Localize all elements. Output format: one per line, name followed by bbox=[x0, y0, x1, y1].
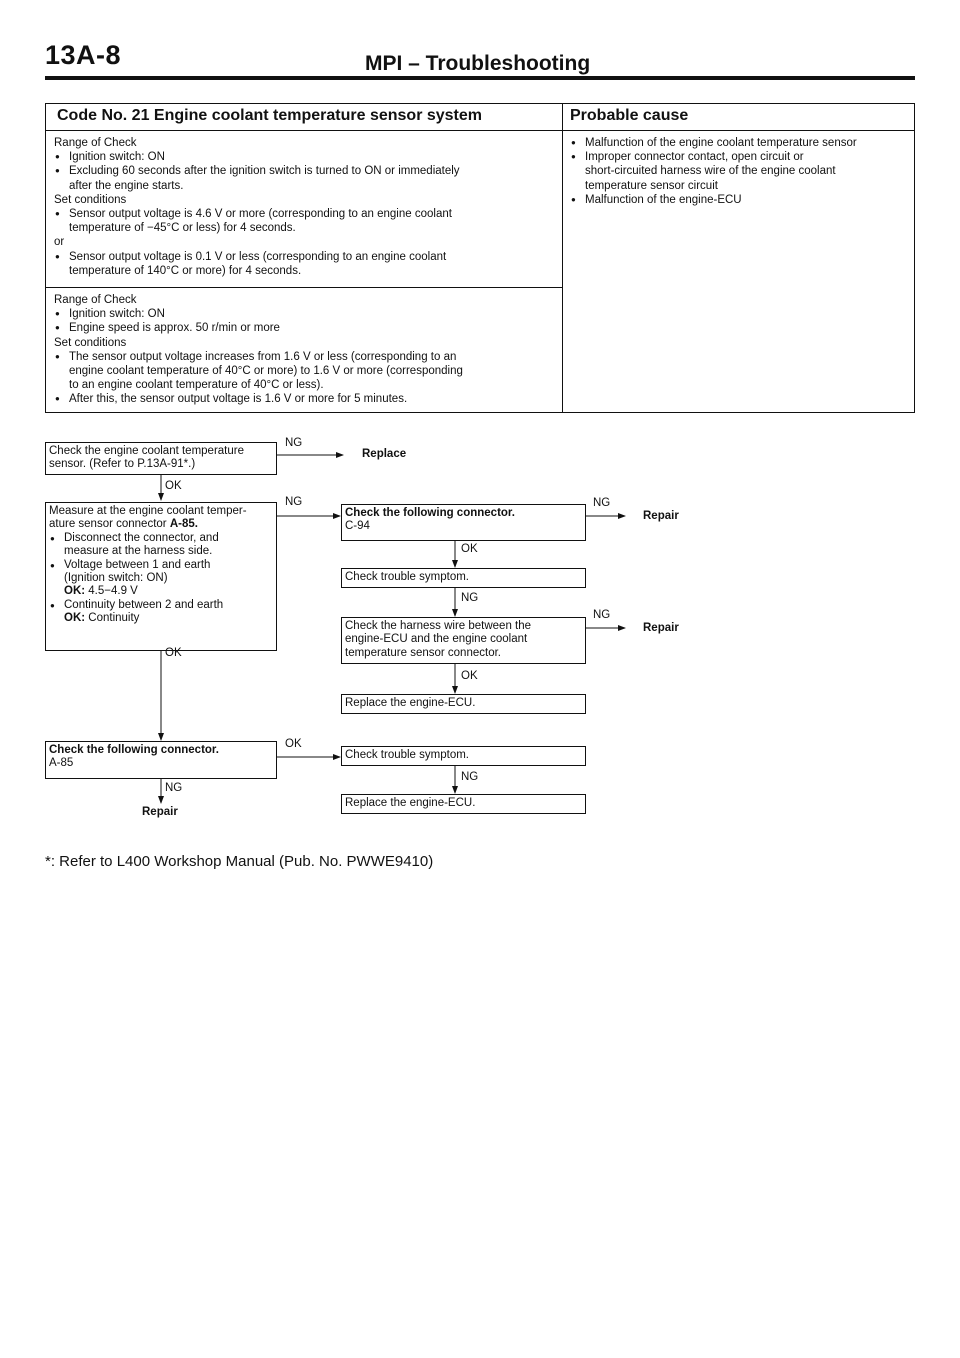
footnote: *: Refer to L400 Workshop Manual (Pub. No. PWWE9410) bbox=[45, 853, 434, 870]
text-line: Check the following connector. bbox=[345, 507, 515, 519]
text-line: A-85 bbox=[49, 757, 74, 770]
bullet-item: ● Malfunction of the engine coolant temperature sensor bbox=[570, 136, 906, 150]
ok-label: OK bbox=[165, 480, 182, 492]
check-connector-a85-box bbox=[45, 741, 277, 779]
bullet-item: ● Excluding 60 seconds after the ignition switch is turned to ON or immediately bbox=[54, 164, 554, 178]
text-line: sensor. (Refer to P.13A-91*.) bbox=[49, 458, 196, 471]
text-line: temperature sensor circuit bbox=[585, 179, 718, 192]
repair-action: Repair bbox=[643, 510, 679, 522]
text-line: Set conditions bbox=[54, 336, 127, 349]
text-line: after the engine starts. bbox=[69, 179, 184, 192]
ng-label: NG bbox=[285, 437, 303, 449]
text-run: Continuity bbox=[85, 612, 140, 625]
ng-label: NG bbox=[593, 609, 611, 621]
text-line: (Ignition switch: ON) bbox=[64, 572, 168, 585]
ng-label: NG bbox=[165, 782, 183, 794]
replace-ecu-box-2 bbox=[341, 794, 586, 814]
ng-label: NG bbox=[461, 592, 479, 604]
table-header-code: Code No. 21 Engine coolant temperature sensor system bbox=[57, 107, 483, 124]
connector-code: A-85. bbox=[169, 518, 198, 531]
text-run: 4.5−4.9 V bbox=[85, 585, 138, 598]
page-title: MPI – Troubleshooting bbox=[365, 52, 591, 75]
text-line bbox=[49, 518, 273, 531]
bullet-item: ● Sensor output voltage is 0.1 V or less (corresponding to an engine coolant bbox=[54, 250, 554, 264]
text-line: Check trouble symptom. bbox=[345, 571, 469, 583]
bullet-item: ● Malfunction of the engine-ECU bbox=[570, 193, 906, 207]
ok-label: OK bbox=[461, 543, 478, 555]
text-line: temperature of −45°C or less) for 4 seconds. bbox=[69, 222, 296, 235]
measure-connector-box bbox=[45, 502, 277, 651]
text-line: temperature sensor connector. bbox=[345, 646, 501, 659]
bullet-item: ● Improper connector contact, open circuit or bbox=[570, 150, 906, 164]
text-line: Measure at the engine coolant temper- bbox=[49, 505, 247, 517]
text-line: to an engine coolant temperature of 40°C or less). bbox=[69, 379, 324, 392]
repair-action: Repair bbox=[142, 806, 178, 818]
ok-label: OK: bbox=[64, 585, 86, 598]
text-line: engine-ECU and the engine coolant bbox=[345, 633, 528, 646]
bullet-item: ● Continuity between 2 and earth bbox=[49, 599, 273, 612]
text-line: Check the engine coolant temperature bbox=[49, 445, 244, 457]
text-run: ature sensor connector bbox=[49, 518, 170, 531]
bullet-item: ● The sensor output voltage increases from 1.6 V or less (corresponding to an bbox=[54, 350, 554, 364]
ng-label: NG bbox=[593, 497, 611, 509]
text-line: Range of Check bbox=[54, 137, 137, 149]
bullet-item: ● Voltage between 1 and earth bbox=[49, 559, 273, 572]
text-line: or bbox=[54, 236, 65, 249]
text-line: Replace the engine-ECU. bbox=[345, 697, 476, 709]
text-line: measure at the harness side. bbox=[64, 545, 213, 558]
text-line: Range of Check bbox=[54, 294, 137, 306]
check-harness-box bbox=[341, 617, 586, 664]
ok-label: OK bbox=[165, 647, 182, 659]
repair-action: Repair bbox=[643, 622, 679, 634]
bullet-item: ● Sensor output voltage is 4.6 V or more (corresponding to an engine coolant bbox=[54, 207, 554, 221]
text-line: temperature of 140°C or more) for 4 seconds. bbox=[69, 264, 302, 277]
check-symptom-box-1 bbox=[341, 568, 586, 588]
ng-label: NG bbox=[461, 771, 479, 783]
replace-ecu-box-1 bbox=[341, 694, 586, 714]
bullet-item: ● Ignition switch: ON bbox=[54, 307, 554, 321]
bullet-item: ● Engine speed is approx. 50 r/min or more bbox=[54, 321, 554, 335]
text-line: Set conditions bbox=[54, 193, 127, 206]
text-line bbox=[49, 612, 273, 625]
table-header-cause: Probable cause bbox=[570, 107, 689, 124]
text-line: Replace the engine-ECU. bbox=[345, 797, 476, 809]
bullet-item: ● After this, the sensor output voltage is 1.6 V or more for 5 minutes. bbox=[54, 392, 554, 406]
text-line: Check trouble symptom. bbox=[345, 749, 469, 761]
text-line: engine coolant temperature of 40°C or more) to 1.6 V or more (corresponding bbox=[69, 365, 463, 378]
ok-label: OK bbox=[285, 738, 302, 750]
ok-label: OK bbox=[461, 670, 478, 682]
ng-label: NG bbox=[285, 496, 303, 508]
check-sensor-box bbox=[45, 442, 277, 475]
check-connector-c94-box bbox=[341, 504, 586, 541]
replace-action: Replace bbox=[362, 448, 407, 460]
bullet-item: ● Ignition switch: ON bbox=[54, 150, 554, 164]
text-line: Check the harness wire between the bbox=[345, 620, 532, 632]
bullet-item: ● Disconnect the connector, and bbox=[49, 532, 273, 545]
text-line: Check the following connector. bbox=[49, 744, 219, 756]
text-line: short-circuited harness wire of the engine coolant bbox=[585, 165, 836, 178]
page-code: 13A-8 bbox=[45, 40, 122, 70]
check-symptom-box-2 bbox=[341, 746, 586, 766]
ok-label: OK: bbox=[64, 612, 86, 625]
text-line bbox=[49, 585, 273, 598]
text-line: C-94 bbox=[345, 520, 370, 533]
